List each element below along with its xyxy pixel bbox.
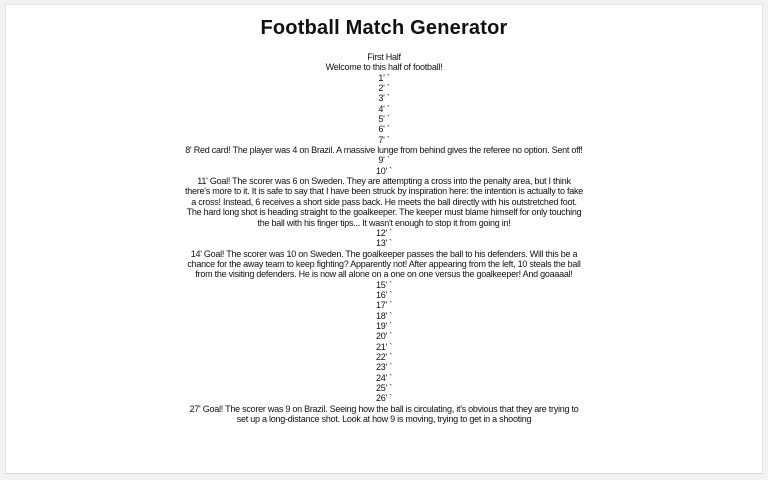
minute-line: 25' ` [376, 383, 392, 393]
match-commentary [184, 52, 584, 424]
minute-line: 14' Goal! The scorer was 10 on Sweden. The goalkeeper passes the ball to his defenders. Will this be a chance for the away team to keep fighting? Apparently not! After appearing from the left, 10 steals the ball from the visiting defenders. He is now all alone on a one on one versus the goalkeeper! And goaaaal! [187, 248, 581, 280]
minute-line: 16' ` [376, 289, 392, 300]
minute-line: 7' ` [378, 134, 390, 145]
minute-line: 19' ` [376, 320, 392, 331]
page-title: Football Match Generator [260, 17, 508, 39]
minute-line: 6' ` [378, 124, 390, 135]
minute-line: 13' ` [376, 238, 392, 249]
minute-line: 1' ` [378, 72, 390, 83]
minute-line: 23' ` [376, 362, 392, 373]
half-label: First Half [367, 52, 401, 62]
minute-line: 17' ` [376, 300, 392, 311]
minute-line: 5' ` [378, 114, 390, 125]
minute-line: 11' Goal! The scorer was 6 on Sweden. They are attempting a cross into the penalty area, but I think there's more to it. It is safe to say that I have been struck by inspiration here: the intention is actually to fake a cross! Instead, 6 receives a short side pass back. He meets the ball directly with his outstretched foot. The hard long shot is heading straight to the goalkeeper. The keeper must blame himself for only touching the ball with his finger tips... It wasn't enough to stop it from going in! [185, 176, 583, 228]
minute-line: 22' ` [376, 351, 392, 362]
minute-line: 3' ` [378, 93, 390, 104]
half-intro: Welcome to this half of football! [325, 62, 443, 73]
minute-line: 18' ` [376, 310, 392, 321]
minute-line: 10' ` [376, 165, 392, 176]
minute-line: 9' ` [378, 155, 390, 166]
minute-line: 8' Red card! The player was 4 on Brazil. A massive lunge from behind gives the referee no option. Sent off! [185, 145, 583, 156]
minute-line: 12' ` [376, 227, 392, 238]
minute-line: 15' ` [376, 279, 392, 290]
minute-line: 2' ` [378, 83, 390, 94]
minute-list [184, 73, 584, 425]
minute-line: 27' Goal! The scorer was 9 on Brazil. Seeing how the ball is circulating, it's obvious that they are trying to set up a long-distance shot. Look at how 9 is moving, trying to get in a shooting [189, 403, 579, 425]
minute-line: 24' ` [376, 372, 392, 383]
minute-line: 26' ` [376, 393, 392, 404]
minute-line: 4' ` [378, 103, 390, 114]
minute-line: 21' ` [376, 341, 392, 352]
minute-line: 20' ` [376, 331, 392, 342]
page [5, 4, 763, 474]
